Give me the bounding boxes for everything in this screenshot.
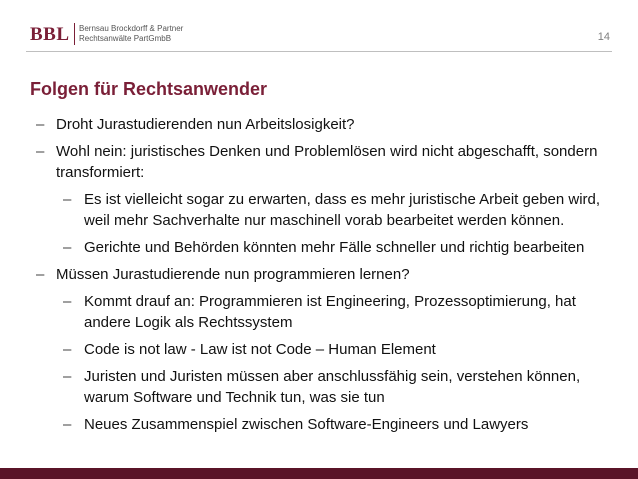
bullet-text: Kommt drauf an: Programmieren ist Engineering, Prozessoptimierung, hat andere Logik als Rechtssystem	[84, 293, 576, 331]
bullet-dash: –	[63, 341, 72, 358]
bullet-list	[36, 114, 614, 441]
bottom-bar	[0, 468, 638, 479]
bullet-dash: –	[36, 266, 45, 283]
bullet-item	[36, 189, 614, 231]
company-name: Bernsau Brockdorff & Partner	[79, 24, 184, 33]
bullet-text: Es ist vielleicht sogar zu erwarten, dass es mehr juristische Arbeit geben wird, weil mehr Sachverhalte nur maschinell vorab bearbeitet werden können.	[84, 191, 601, 229]
bullet-dash: –	[36, 116, 45, 133]
bullet-dash: –	[63, 293, 72, 310]
bullet-dash: –	[36, 143, 45, 160]
bullet-text: Code is not law - Law ist not Code – Human Element	[84, 341, 436, 358]
bullet-dash: –	[63, 191, 72, 208]
bullet-dash: –	[63, 239, 72, 256]
company-subtitle: Rechtsanwälte PartGmbB	[79, 34, 172, 43]
bullet-item	[36, 366, 614, 408]
bullet-text: Droht Jurastudierenden nun Arbeitslosigkeit?	[56, 116, 355, 133]
bullet-item	[36, 264, 614, 285]
bullet-item	[36, 141, 614, 183]
bullet-item	[36, 237, 614, 258]
page-number: 14	[597, 31, 610, 43]
slide-header	[0, 0, 638, 56]
bullet-text: Neues Zusammenspiel zwischen Software-Engineers und Lawyers	[84, 416, 529, 433]
bullet-item	[36, 339, 614, 360]
bullet-item	[36, 414, 614, 435]
slide-title: Folgen für Rechtsanwender	[30, 79, 268, 99]
bullet-text: Müssen Jurastudierende nun programmieren lernen?	[56, 266, 410, 283]
bullet-text: Wohl nein: juristisches Denken und Problemlösen wird nicht abgeschafft, sondern transformiert:	[56, 143, 598, 181]
bullet-dash: –	[63, 416, 72, 433]
company-logo: BBL	[30, 24, 70, 45]
logo-divider	[74, 23, 75, 45]
bullet-item	[36, 114, 614, 135]
bullet-text: Juristen und Juristen müssen aber anschlussfähig sein, verstehen können, warum Software und Technik tun, was sie tun	[84, 368, 581, 406]
bullet-dash: –	[63, 368, 72, 385]
bullet-item	[36, 291, 614, 333]
header-divider	[26, 51, 612, 52]
bullet-text: Gerichte und Behörden könnten mehr Fälle schneller und richtig bearbeiten	[84, 239, 585, 256]
